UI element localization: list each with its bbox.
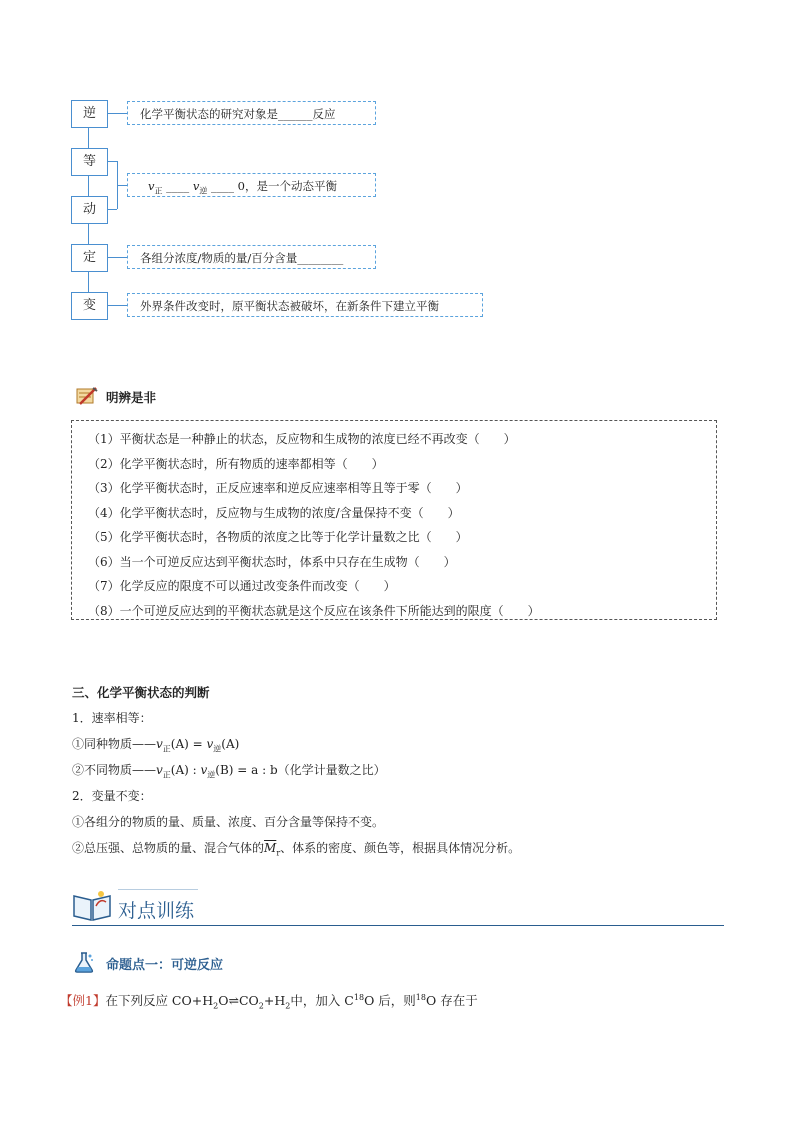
question-item[interactable]: （1）平衡状态是一种静止的状态，反应物和生成物的浓度已经不再改变（ ） — [88, 432, 516, 446]
fill-blank[interactable]: ____ — [166, 179, 190, 193]
fill-blank[interactable]: ____ — [210, 179, 234, 193]
training-title: 对点训练 — [118, 900, 195, 922]
connector-line — [88, 174, 89, 196]
question-item[interactable]: （8）一个可逆反应达到的平衡状态就是这个反应在该条件下所能达到的限度（ ） — [88, 603, 540, 618]
example-tag: 【例1】 — [60, 993, 106, 1008]
question-item[interactable]: （5）化学平衡状态时，各物质的浓度之比等于化学计量数之比（ ） — [88, 530, 468, 544]
variable-constant-heading: 2．变量不变： — [72, 789, 152, 803]
char-dong: 动 — [71, 196, 108, 224]
research-object-box: 化学平衡状态的研究对象是______反应 — [127, 101, 376, 125]
connector-line — [107, 305, 127, 306]
connector-line — [107, 209, 117, 210]
connector-line — [88, 126, 89, 148]
char-deng: 等 — [71, 148, 108, 176]
char-ding: 定 — [71, 244, 108, 272]
connector-line — [88, 270, 89, 292]
fill-blank[interactable]: ________ — [297, 251, 344, 265]
dynamic-balance-box: $v_正$ ____ $v_逆$ ____ 0，是一个动态平衡 — [127, 173, 376, 197]
pencil-icon — [76, 386, 98, 406]
question-item[interactable]: （2）化学平衡状态时，所有物质的速率都相等（ ） — [88, 456, 384, 471]
rate-equal-heading: 1．速率相等： — [72, 711, 152, 725]
training-divider — [72, 925, 724, 926]
flask-icon — [72, 950, 96, 974]
connector-line — [107, 257, 127, 258]
section3-title: 三、化学平衡状态的判断 — [72, 685, 210, 700]
connector-line — [107, 113, 127, 114]
condition-change-box: 外界条件改变时，原平衡状态被破坏，在新条件下建立平衡 — [127, 293, 483, 317]
pressure-line: ②总压强、总物质的量、混合气体的$\overline{M}_r$、体系的密度、颜色等，根据具体情况分析。 — [72, 841, 521, 858]
fill-blank[interactable]: ______ — [278, 107, 313, 121]
question-item[interactable]: （7）化学反应的限度不可以通过改变条件而改变（ ） — [88, 579, 396, 593]
open-book-icon — [72, 888, 112, 922]
true-false-questions — [71, 420, 717, 620]
different-substance-line: ②不同物质$——v_正(A)$ : $v_逆(B) = a$ : b（化学计量数之比） — [72, 763, 386, 780]
question-item[interactable]: （4）化学平衡状态时，反应物与生成物的浓度/含量保持不变（ ） — [88, 505, 460, 520]
mingbian-title: 明辨是非 — [106, 390, 157, 405]
concentration-box: 各组分浓度/物质的量/百分含量________ — [127, 245, 376, 269]
char-ni: 逆 — [71, 100, 108, 128]
same-substance-line: ①同种物质$——v_正(A) = v_逆(A)$ — [72, 737, 240, 754]
question-item[interactable]: （6）当一个可逆反应达到平衡状态时，体系中只存在生成物（ ） — [88, 554, 456, 569]
connector-line — [88, 222, 89, 244]
char-bian: 变 — [71, 292, 108, 320]
components-line: ①各组分的物质的量、质量、浓度、百分含量等保持不变。 — [72, 815, 385, 829]
topic1-title: 命题点一：可逆反应 — [106, 958, 224, 973]
title-top-rule — [118, 889, 198, 890]
connector-line — [107, 161, 117, 162]
example1-line: 【例1】在下列反应 $CO+H_2O\rightleftharpoons CO_2+H_2$中，加入 $C^{18}O$ 后，则$^{18}$O 存在于 — [60, 992, 478, 1011]
question-item[interactable]: （3）化学平衡状态时，正反应速率和逆反应速率相等且等于零（ ） — [88, 481, 468, 495]
connector-line — [117, 185, 127, 186]
